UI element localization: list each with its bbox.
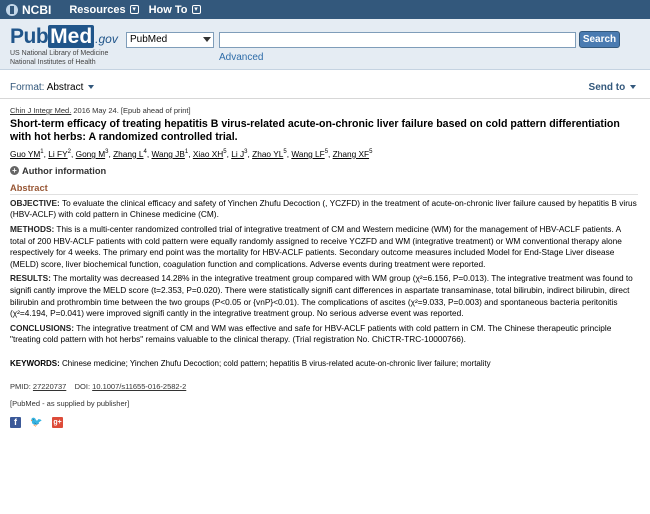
citation-date: 2016 May 24. [Epub ahead of print] bbox=[71, 106, 191, 115]
resources-menu[interactable] bbox=[69, 4, 138, 16]
how-to-label: How To bbox=[148, 3, 188, 16]
author-information-label: Author information bbox=[22, 165, 107, 176]
author-affiliation-number: 1 bbox=[40, 149, 44, 155]
author-information-toggle[interactable] bbox=[10, 166, 638, 176]
facebook-icon[interactable]: f bbox=[10, 417, 21, 428]
results-label: RESULTS: bbox=[10, 273, 51, 284]
abstract-results bbox=[10, 273, 638, 319]
author-link[interactable]: Guo YM bbox=[10, 148, 41, 159]
chevron-down-icon: ▾ bbox=[130, 5, 139, 14]
author-affiliation-number: 1 bbox=[184, 149, 189, 155]
logo-gov: .gov bbox=[95, 32, 118, 46]
methods-text: This is a multi-center randomized controlled trial of integrative treatment of CM and Western medicine (WM) for the management of HBV-ACLF patients. A total of 200 HBV-ACLF patients with cold pattern were equally randomly assigned to receive YCZFD and WM (integrative treatment) or WM conventional therapy alone respectively for 4 weeks. The primary end point was the mortality for HBV-ACLF patients. Secondary outcome measures included Model for End-Stage Liver disease (MELD) score, liver biochemical function, coagulation function and complications. Adverse events during treatment were reported. bbox=[10, 223, 622, 269]
logo-subtitle-2: National Institutes of Health bbox=[10, 59, 96, 66]
format-label: Format: bbox=[10, 82, 45, 93]
abstract bbox=[10, 183, 638, 346]
pmid-link[interactable]: 27220737 bbox=[32, 381, 67, 391]
results-text: The mortality was decreased 14.28% in the integrative treatment group compared with WM group (χ²=6.156, P=0.013). The integrative treatment was found to signifi cantly improve the MELD score (t=2.353, P=0.020). There were statistically signifi cant differences in aspartate transaminase, total bilirubin, indirect bilirubin, direct bilirubin and prothrombin time between the two groups (P<0.05 or {vnP}<0.01). The complications of ascites (χ²=9.033, P=0.003) and spontaneous bacteria peritonitis (χ²=4.194, P=0.041) were improved signifi cantly in the integrative treatment group. No serious adverse event was reported. bbox=[10, 273, 633, 319]
author-link[interactable]: Li J bbox=[231, 148, 245, 159]
ncbi-logo[interactable] bbox=[6, 3, 51, 17]
author-link[interactable]: Zhang XF bbox=[332, 148, 370, 159]
conclusions-label: CONCLUSIONS: bbox=[10, 322, 75, 333]
author-affiliation-number: 5 bbox=[223, 149, 227, 155]
dropdown-arrow-icon bbox=[203, 37, 211, 42]
twitter-icon[interactable]: 🐦 bbox=[30, 416, 43, 428]
logo-subtitle-1: US National Library of Medicine bbox=[10, 50, 109, 57]
author-affiliation-number: 5 bbox=[369, 149, 373, 155]
logo-med: Med bbox=[50, 25, 93, 48]
top-nav bbox=[69, 4, 210, 16]
author-link[interactable]: Zhang L bbox=[113, 148, 144, 159]
send-to-label: Send to bbox=[588, 82, 626, 93]
citation bbox=[10, 106, 638, 115]
methods-label: METHODS: bbox=[10, 223, 55, 234]
author-affiliation-number: 4 bbox=[143, 149, 147, 155]
search-button[interactable]: Search bbox=[579, 31, 620, 48]
ncbi-logo-text: NCBI bbox=[22, 2, 52, 17]
logo-pub: Pub bbox=[10, 25, 49, 48]
author-affiliation-number: 5 bbox=[283, 149, 287, 155]
keywords-text: Chinese medicine; Yinchen Zhufu Decoction; cold pattern; hepatitis B virus-related acute-on-chronic liver failure; mortality bbox=[59, 358, 491, 368]
social-share bbox=[10, 417, 638, 428]
database-select[interactable] bbox=[126, 32, 214, 48]
identifiers bbox=[10, 382, 638, 391]
how-to-menu[interactable] bbox=[149, 4, 201, 16]
conclusions-text: The integrative treatment of CM and WM was effective and safe for HBV-ACLF patients with cold pattern in CM. The Chinese therapeutic principle "treating cold pattern with hot herbs" remains valuable to the clinical therapy. (Trial registration No. ChiCTR-TRC-10000766). bbox=[10, 322, 612, 345]
caret-down-icon bbox=[630, 85, 636, 89]
keywords-label: KEYWORDS: bbox=[10, 358, 60, 368]
author-link[interactable]: Zhao YL bbox=[252, 148, 284, 159]
author-affiliation-number: 2 bbox=[67, 149, 71, 155]
search-input[interactable] bbox=[219, 32, 576, 48]
expand-plus-icon: + bbox=[10, 166, 19, 175]
doi-link[interactable]: 10.1007/s11655-016-2582-2 bbox=[92, 381, 187, 391]
publication-status: [PubMed - as supplied by publisher] bbox=[10, 398, 130, 408]
author-list: Guo $YM^1$, Li $FY^2$, Gong $M^3$, Zhang $L^4$, Wang $JB^1$, Xiao $XH^5$, Li $J^3$, Zhao $YL^5$, Wang $LF^5$, Zhang $XF^5$ bbox=[10, 148, 373, 159]
article-title: Short-term efficacy of treating hepatitis B virus-related acute-on-chronic liver failure based on cold pattern differentiation with hot herbs: A randomized controlled trial. bbox=[10, 118, 620, 143]
abstract-objective bbox=[10, 198, 638, 221]
chevron-down-icon: ▾ bbox=[192, 5, 201, 14]
author-link[interactable]: Gong M bbox=[75, 148, 106, 159]
doi-label: DOI: bbox=[74, 381, 93, 391]
abstract-conclusions bbox=[10, 323, 638, 346]
format-dropdown[interactable] bbox=[10, 82, 94, 93]
author-affiliation-number: 5 bbox=[324, 149, 329, 155]
article bbox=[10, 106, 638, 428]
advanced-search-link[interactable]: Advanced bbox=[219, 52, 264, 63]
ncbi-topbar bbox=[0, 0, 650, 19]
author-link[interactable]: Li FY bbox=[48, 148, 68, 159]
ncbi-helix-icon bbox=[6, 4, 18, 16]
caret-down-icon bbox=[88, 85, 94, 89]
author-link[interactable]: Wang JB bbox=[151, 148, 185, 159]
journal-link[interactable]: Chin J Integr Med. bbox=[10, 106, 72, 115]
author-affiliation-number: 3 bbox=[105, 149, 109, 155]
author-link[interactable]: Xiao XH bbox=[192, 148, 224, 159]
author-link[interactable]: Wang LF bbox=[291, 148, 325, 159]
objective-label: OBJECTIVE: bbox=[10, 197, 60, 208]
pmid-label: PMID: bbox=[10, 381, 33, 391]
keywords bbox=[10, 359, 638, 368]
author-affiliation-number: 3 bbox=[244, 149, 248, 155]
abstract-heading: Abstract bbox=[10, 183, 638, 195]
objective-text: To evaluate the clinical efficacy and safety of Yinchen Zhufu Decoction (, YCZFD) in the treatment of acute-on-chronic liver failure caused by hepatitis B virus (HBV-ACLF) with cold pattern in Chinese medicine (CM). bbox=[10, 197, 637, 220]
resources-label: Resources bbox=[69, 3, 126, 16]
pubmed-logo[interactable] bbox=[10, 25, 118, 67]
google-plus-icon[interactable]: g+ bbox=[53, 418, 62, 426]
format-value: Abstract bbox=[46, 82, 84, 93]
abstract-methods bbox=[10, 224, 638, 270]
database-select-value: PubMed bbox=[130, 34, 168, 45]
send-to-dropdown[interactable] bbox=[589, 82, 636, 93]
format-bar bbox=[0, 79, 650, 99]
search-header bbox=[0, 19, 650, 70]
